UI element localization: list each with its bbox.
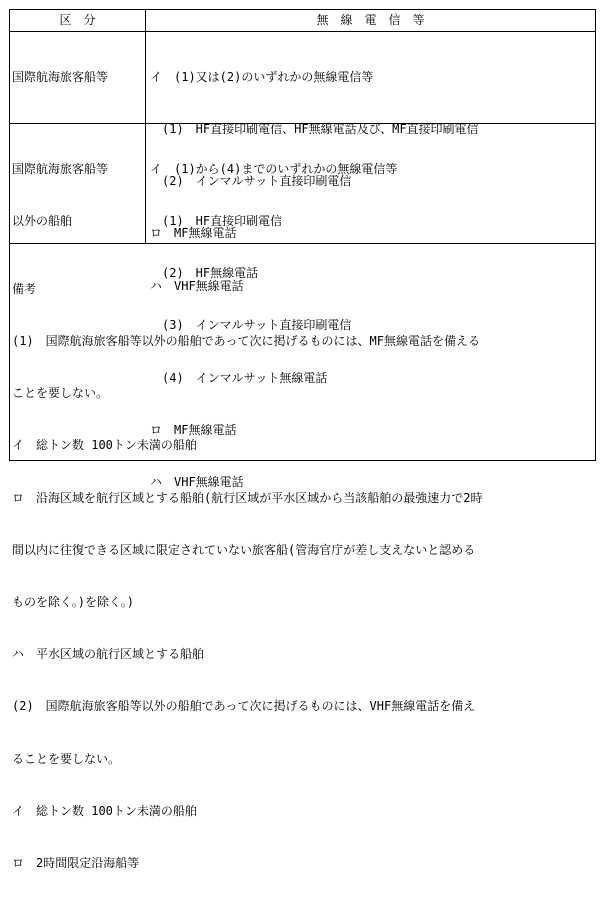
equipment-line: (1) HF直接印刷電信、HF無線電話及び、MF直接印刷電信 — [150, 122, 479, 137]
equipment-line: (2) インマルサット直接印刷電信 — [150, 174, 352, 189]
category-line: 以外の船舶 — [12, 214, 73, 229]
table-right-border — [595, 9, 596, 461]
row1-category — [12, 34, 108, 121]
equipment-line: (3) インマルサット直接印刷電信 — [150, 318, 352, 333]
equipment-line: ハ VHF無線電話 — [150, 278, 244, 293]
equipment-line: ハ VHF無線電話 — [150, 475, 244, 490]
notes-heading: 備考 — [12, 281, 37, 296]
note-line: ハ 平水区域の航行区域とする船舶 — [12, 647, 205, 662]
equipment-line: (1) HF直接印刷電信 — [150, 214, 283, 229]
category-line: 国際航海旅客船等 — [12, 69, 109, 84]
note-line: ロ 2時間限定沿海船等 — [12, 856, 140, 871]
note-line: イ 総トン数 100トン未満の船舶 — [12, 803, 197, 818]
header-equipment: 無 線 電 信 等 — [316, 13, 425, 27]
header-divider — [9, 31, 596, 32]
column-divider — [145, 9, 146, 243]
note-line: ることを要しない。 — [12, 751, 121, 766]
note-line: (2) 国際航海旅客船等以外の船舶であって次に掲げるものには、VHF無線電話を備え — [12, 699, 476, 714]
note-line: イ 総トン数 100トン未満の船舶 — [12, 438, 197, 453]
table-left-border — [9, 9, 10, 461]
equipment-line: ロ MF無線電話 — [150, 422, 237, 437]
row2-category — [12, 126, 108, 265]
equipment-line: (4) インマルサット無線電話 — [150, 370, 328, 385]
note-line: (1) 国際航海旅客船等以外の船舶であって次に掲げるものには、MF無線電話を備える — [12, 334, 481, 349]
regulation-table — [9, 9, 596, 871]
header-category: 区 分 — [59, 13, 96, 27]
equipment-line: イ (1)から(4)までのいずれかの無線電信等 — [150, 161, 398, 176]
equipment-line: ロ MF無線電話 — [150, 226, 237, 241]
category-line: 国際航海旅客船等 — [12, 161, 109, 176]
note-line: ものを除く。)を除く。) — [12, 595, 134, 610]
note-line: ロ 沿海区域を航行区域とする船舶(航行区域が平水区域から当該船舶の最強速力で2時 — [12, 490, 483, 505]
note-line: 間以内に往復できる区域に限定されていない旅客船(管海官庁が差し支えないと認める — [12, 542, 476, 557]
equipment-line: (2) HF無線電話 — [150, 266, 259, 281]
equipment-line: イ (1)又は(2)のいずれかの無線電信等 — [150, 69, 374, 84]
notes-section — [12, 246, 482, 907]
note-line: ことを要しない。 — [12, 386, 109, 401]
